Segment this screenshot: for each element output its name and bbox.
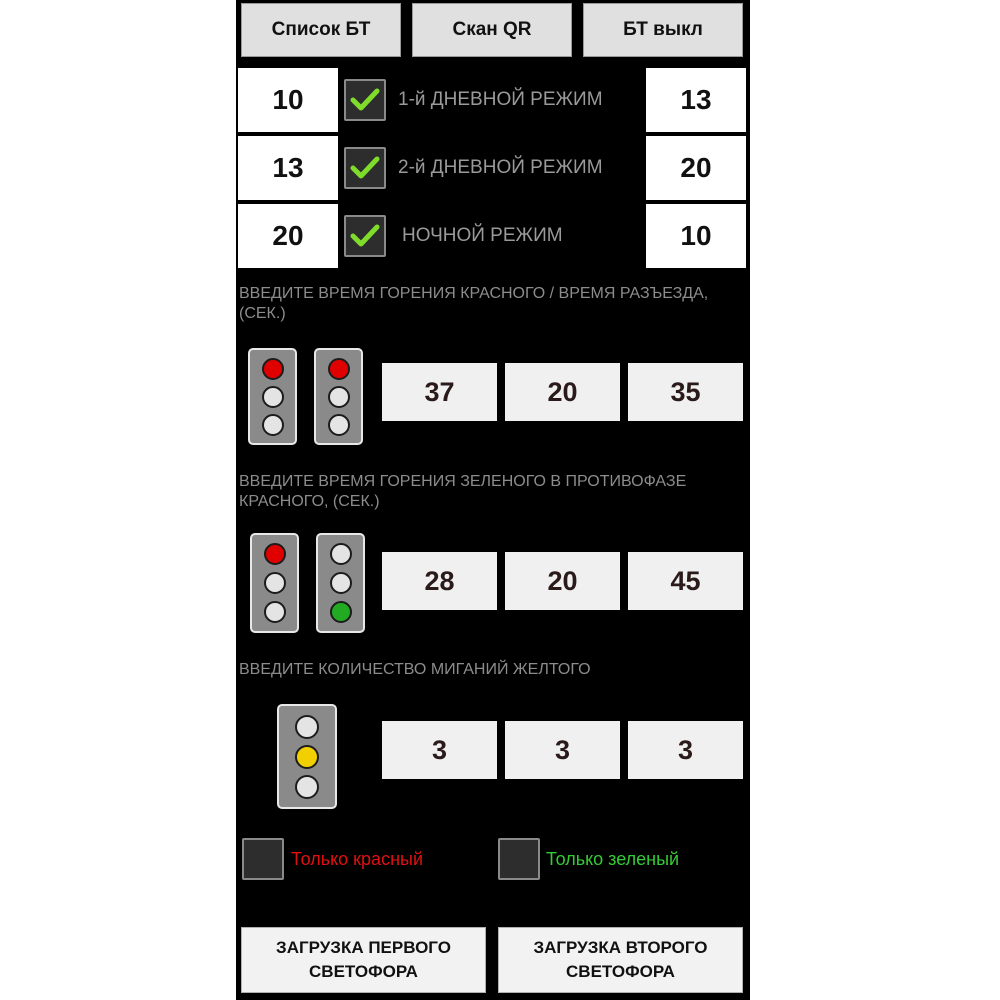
check-icon [350, 223, 380, 249]
yellow-lamp-off [264, 572, 286, 594]
yellow-lamp [295, 745, 319, 769]
yellow-lamp-off [262, 386, 284, 408]
mode2-label: 2-й ДНЕВНОЙ РЕЖИМ [398, 157, 603, 178]
red-lamp [262, 358, 284, 380]
mode2-end-input[interactable]: 20 [646, 136, 746, 200]
load-first-line2: СВЕТОФОРА [309, 962, 418, 981]
mode2-start-input[interactable]: 13 [238, 136, 338, 200]
bt-list-button[interactable]: Список БТ [241, 3, 401, 57]
load-first-line1: ЗАГРУЗКА ПЕРВОГО [276, 938, 451, 957]
load-second-light-button[interactable] [498, 927, 743, 993]
mode1-start-input[interactable]: 10 [238, 68, 338, 132]
only-green-label: Только зеленый [546, 849, 680, 869]
load-second-line2: СВЕТОФОРА [566, 962, 675, 981]
red-lamp-off [295, 715, 319, 739]
traffic-light-icon [316, 533, 365, 633]
red-lamp-off [330, 543, 352, 565]
red-section-label: ВВЕДИТЕ ВРЕМЯ ГОРЕНИЯ КРАСНОГО / ВРЕМЯ РАЗЪЕЗДА, (СЕК.) [239, 285, 709, 322]
traffic-light-icon [248, 348, 297, 445]
yellow-lamp-off [330, 572, 352, 594]
load-first-light-button[interactable] [241, 927, 486, 993]
mode1-label: 1-й ДНЕВНОЙ РЕЖИМ [398, 89, 603, 110]
night-mode-end-input[interactable]: 10 [646, 204, 746, 268]
red-lamp [264, 543, 286, 565]
red-time-input-1[interactable]: 37 [382, 363, 497, 421]
mode1-end-input[interactable]: 13 [646, 68, 746, 132]
check-icon [350, 87, 380, 113]
yellow-blinks-input-2[interactable]: 3 [505, 721, 620, 779]
traffic-light-icon [314, 348, 363, 445]
app-screen [236, 0, 750, 1000]
load-second-line1: ЗАГРУЗКА ВТОРОГО [533, 938, 708, 957]
yellow-blinks-input-1[interactable]: 3 [382, 721, 497, 779]
check-icon [350, 155, 380, 181]
only-red-label: Только красный [291, 849, 424, 869]
traffic-light-icon [250, 533, 299, 633]
green-lamp-off [295, 775, 319, 799]
yellow-section-label: ВВЕДИТЕ КОЛИЧЕСТВО МИГАНИЙ ЖЕЛТОГО [239, 661, 591, 678]
green-time-input-3[interactable]: 45 [628, 552, 743, 610]
scan-qr-button[interactable]: Скан QR [412, 3, 572, 57]
green-lamp-off [262, 414, 284, 436]
green-lamp-off [328, 414, 350, 436]
only-red-checkbox[interactable] [242, 838, 284, 880]
bt-off-button[interactable]: БТ выкл [583, 3, 743, 57]
night-mode-label: НОЧНОЙ РЕЖИМ [402, 225, 563, 246]
yellow-lamp-off [328, 386, 350, 408]
red-time-input-2[interactable]: 20 [505, 363, 620, 421]
green-section-label: ВВЕДИТЕ ВРЕМЯ ГОРЕНИЯ ЗЕЛЕНОГО В ПРОТИВОФАЗЕ КРАСНОГО, (СЕК.) [239, 473, 687, 510]
only-green-checkbox[interactable] [498, 838, 540, 880]
green-lamp [330, 601, 352, 623]
traffic-light-icon [277, 704, 337, 809]
red-lamp [328, 358, 350, 380]
night-mode-start-input[interactable]: 20 [238, 204, 338, 268]
mode2-checkbox[interactable] [344, 147, 386, 189]
red-time-input-3[interactable]: 35 [628, 363, 743, 421]
green-time-input-2[interactable]: 20 [505, 552, 620, 610]
mode1-checkbox[interactable] [344, 79, 386, 121]
night-mode-checkbox[interactable] [344, 215, 386, 257]
green-lamp-off [264, 601, 286, 623]
green-time-input-1[interactable]: 28 [382, 552, 497, 610]
yellow-blinks-input-3[interactable]: 3 [628, 721, 743, 779]
